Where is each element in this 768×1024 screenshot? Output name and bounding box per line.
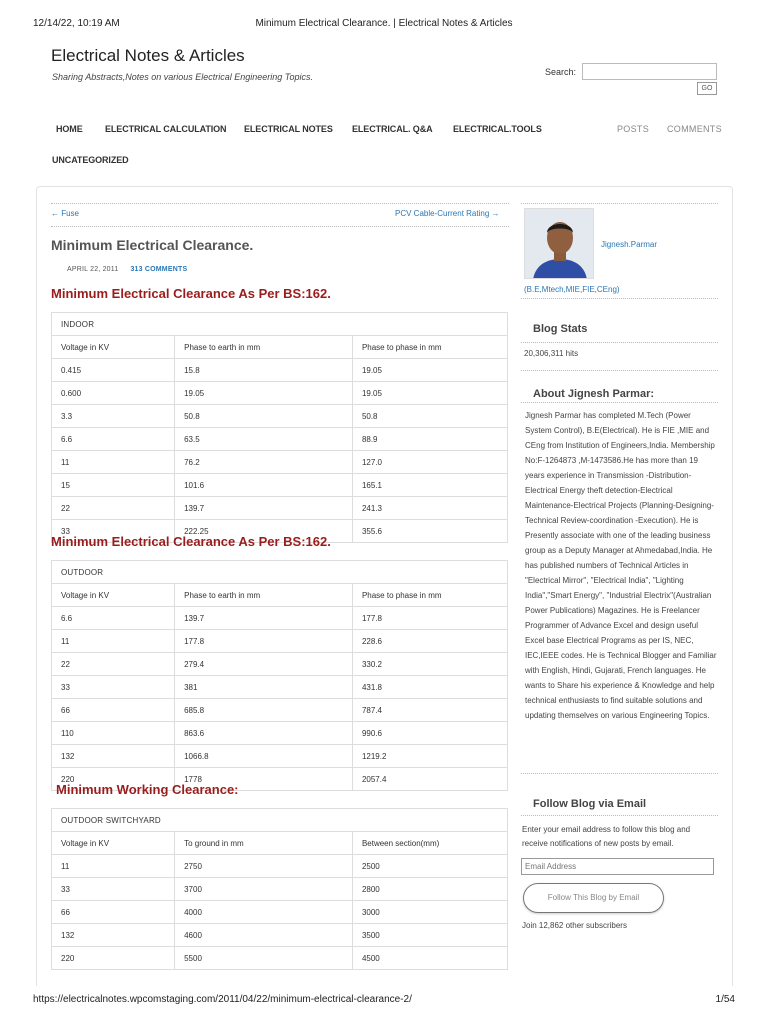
table-row [52,497,508,520]
table-cell: 222.25 [175,520,353,543]
author-qualifications-link[interactable]: (B.E,Mtech,MIE,FIE,CEng) [524,285,620,294]
table-cell: 11 [52,855,175,878]
posts-feed-link[interactable]: POSTS [617,124,650,134]
search-go-button[interactable]: GO [697,82,717,95]
author-name-link[interactable]: Jignesh.Parmar [601,240,658,249]
column-header: Phase to phase in mm [352,584,507,607]
nav-item-electrical-tools[interactable]: ELECTRICAL.TOOLS [453,124,542,134]
table-cell: 2057.4 [352,768,507,791]
email-input[interactable] [521,858,714,875]
table-row [52,676,508,699]
about-title: About Jignesh Parmar: [533,388,655,400]
column-header: Between section(mm) [352,832,507,855]
table-caption: OUTDOOR SWITCHYARD [52,809,508,832]
table-cell: 11 [52,630,175,653]
table-cell: 4000 [175,901,353,924]
table-cell: 50.8 [352,405,507,428]
table-row [52,382,508,405]
table-cell: 33 [52,520,175,543]
section-heading: Minimum Working Clearance: [56,782,239,797]
column-header: To ground in mm [175,832,353,855]
hits-count: 20,306,311 hits [524,349,579,358]
table-row [52,474,508,497]
table-cell: 863.6 [175,722,353,745]
column-header: Voltage in KV [52,832,175,855]
prev-post-link[interactable]: ← Fuse [51,209,80,218]
table-cell: 50.8 [175,405,353,428]
table-cell: 0.600 [52,382,175,405]
table-cell: 1219.2 [352,745,507,768]
table-cell: 4600 [175,924,353,947]
table-caption: OUTDOOR [52,561,508,584]
divider [521,298,718,299]
table-row [52,901,508,924]
table-cell: 139.7 [175,497,353,520]
table-cell: 2800 [352,878,507,901]
follow-blog-button[interactable]: Follow This Blog by Email [523,883,664,913]
table-row [52,451,508,474]
outdoor-clearance-table [51,560,508,791]
table-cell: 11 [52,451,175,474]
table-cell: 5500 [175,947,353,970]
table-cell: 165.1 [352,474,507,497]
table-cell: 381 [175,676,353,699]
search-input[interactable] [582,63,717,80]
post-meta [67,266,187,273]
table-caption: INDOOR [52,313,508,336]
table-header-row [52,832,508,855]
table-cell: 101.6 [175,474,353,497]
table-cell: 22 [52,497,175,520]
table-cell: 22 [52,653,175,676]
table-cell: 132 [52,745,175,768]
table-cell: 787.4 [352,699,507,722]
site-title[interactable]: Electrical Notes & Articles [51,46,245,65]
table-row [52,428,508,451]
table-cell: 110 [52,722,175,745]
table-cell: 279.4 [175,653,353,676]
divider [521,773,718,774]
table-cell: 127.0 [352,451,507,474]
table-header-row [52,336,508,359]
column-header: Voltage in KV [52,336,175,359]
table-cell: 0.415 [52,359,175,382]
table-row [52,878,508,901]
post-title: Minimum Electrical Clearance. [51,237,254,253]
search-label: Search: [545,67,577,77]
table-cell: 33 [52,878,175,901]
post-date: APRIL 22, 2011 [67,266,119,273]
table-cell: 15 [52,474,175,497]
table-cell: 1066.8 [175,745,353,768]
table-cell: 33 [52,676,175,699]
table-row [52,947,508,970]
table-cell: 15.8 [175,359,353,382]
table-row [52,722,508,745]
blog-stats-title: Blog Stats [533,323,588,335]
table-caption-row [52,313,508,336]
nav-item-electrical-notes[interactable]: ELECTRICAL NOTES [244,124,333,134]
table-cell: 2500 [352,855,507,878]
table-cell: 4500 [352,947,507,970]
comments-link[interactable]: 313 COMMENTS [130,266,188,273]
print-page-title: Minimum Electrical Clearance. | Electrical Notes & Articles [255,18,513,29]
table-row [52,855,508,878]
subscriber-count: Join 12,862 other subscribers [522,921,627,930]
table-cell: 19.05 [175,382,353,405]
table-cell: 76.2 [175,451,353,474]
column-header: Voltage in KV [52,584,175,607]
table-cell: 139.7 [175,607,353,630]
print-page-number: 1/54 [715,994,735,1005]
table-cell: 685.8 [175,699,353,722]
divider [521,342,718,343]
table-cell: 3000 [352,901,507,924]
section-heading: Minimum Electrical Clearance As Per BS:162. [51,286,331,301]
table-cell: 355.6 [352,520,507,543]
table-cell: 228.6 [352,630,507,653]
table-cell: 220 [52,947,175,970]
table-cell: 2750 [175,855,353,878]
nav-item-home[interactable]: HOME [56,124,83,134]
table-cell: 1778 [175,768,353,791]
table-cell: 3700 [175,878,353,901]
table-cell: 241.3 [352,497,507,520]
table-cell: 177.8 [352,607,507,630]
table-cell: 6.6 [52,428,175,451]
nav-item-electrical-qa[interactable]: ELECTRICAL. Q&A [352,124,433,134]
table-row [52,405,508,428]
divider [521,815,718,816]
comments-feed-link[interactable]: COMMENTS [667,124,722,134]
table-cell: 220 [52,768,175,791]
table-cell: 132 [52,924,175,947]
table-header-row [52,584,508,607]
about-text: Jignesh Parmar has completed M.Tech (Power System Control), B.E(Electrical). He is FIE ,MIE and CEng from Institution of Engineers,India. Membership No:F-1264873 ,M-1473586.He has more than 19 years experience in Transmission -Distribution-Electrical Energy theft detection-Electrical Maintenance-Electrical Projects (Planning-Designing-Technical Review-coordination -Execution). He is Presently associate with one of the leading business group as a Deputy Manager at Ahmedabad,India. He has published numbers of Technical Articles in "Electrical Mirror", "Electrical India", "Lighting India","Smart Energy", "Industrial Electrix"(Australian Power Publications) Magazines. He is Freelancer Programmer of Advance Excel and design useful Excel base Electrical Programs as per IS, NEC, IEC,IEEE codes. He is Technical Blogger and Familiar with English, Hindi, Gujarati, French languages. He wants to Share his experience & Knowledge and help technical enthusiasts to find suitable solutions and updating themselves on various Engineering Topics. [525,411,717,720]
column-header: Phase to earth in mm [175,336,353,359]
site-description: Sharing Abstracts,Notes on various Electrical Engineering Topics. [52,72,313,82]
nav-item-electrical-calculation[interactable]: ELECTRICAL CALCULATION [105,124,227,134]
divider [521,203,718,204]
table-row [52,630,508,653]
table-caption-row [52,809,508,832]
table-caption-row [52,561,508,584]
indoor-clearance-table [51,312,508,543]
table-cell: 88.9 [352,428,507,451]
column-header: Phase to phase in mm [352,336,507,359]
table-cell: 990.6 [352,722,507,745]
table-cell: 6.6 [52,607,175,630]
nav-item-uncategorized[interactable]: UNCATEGORIZED [52,155,129,165]
working-clearance-table [51,808,508,970]
divider [51,226,509,227]
table-row [52,653,508,676]
follow-blog-title: Follow Blog via Email [533,798,647,810]
table-row [52,607,508,630]
print-datetime: 12/14/22, 10:19 AM [33,18,120,29]
table-cell: 330.2 [352,653,507,676]
table-cell: 19.05 [352,359,507,382]
table-row [52,699,508,722]
table-row [52,924,508,947]
column-header: Phase to earth in mm [175,584,353,607]
section-heading: Minimum Electrical Clearance As Per BS:162. [51,534,331,549]
table-cell: 66 [52,901,175,924]
table-cell: 3500 [352,924,507,947]
divider [521,370,718,371]
print-url: https://electricalnotes.wpcomstaging.com/2011/04/22/minimum-electrical-clearance-2/ [33,994,412,1005]
table-cell: 3.3 [52,405,175,428]
table-cell: 19.05 [352,382,507,405]
table-cell: 66 [52,699,175,722]
table-cell: 63.5 [175,428,353,451]
table-cell: 431.8 [352,676,507,699]
follow-description: Enter your email address to follow this blog and receive notifications of new posts by email. [522,825,691,848]
next-post-link[interactable]: PCV Cable-Current Rating → [395,209,500,218]
divider [51,203,509,204]
divider [521,402,718,403]
author-photo-icon [525,209,594,279]
table-row [52,745,508,768]
author-avatar[interactable] [524,208,594,279]
table-row [52,359,508,382]
table-cell: 177.8 [175,630,353,653]
